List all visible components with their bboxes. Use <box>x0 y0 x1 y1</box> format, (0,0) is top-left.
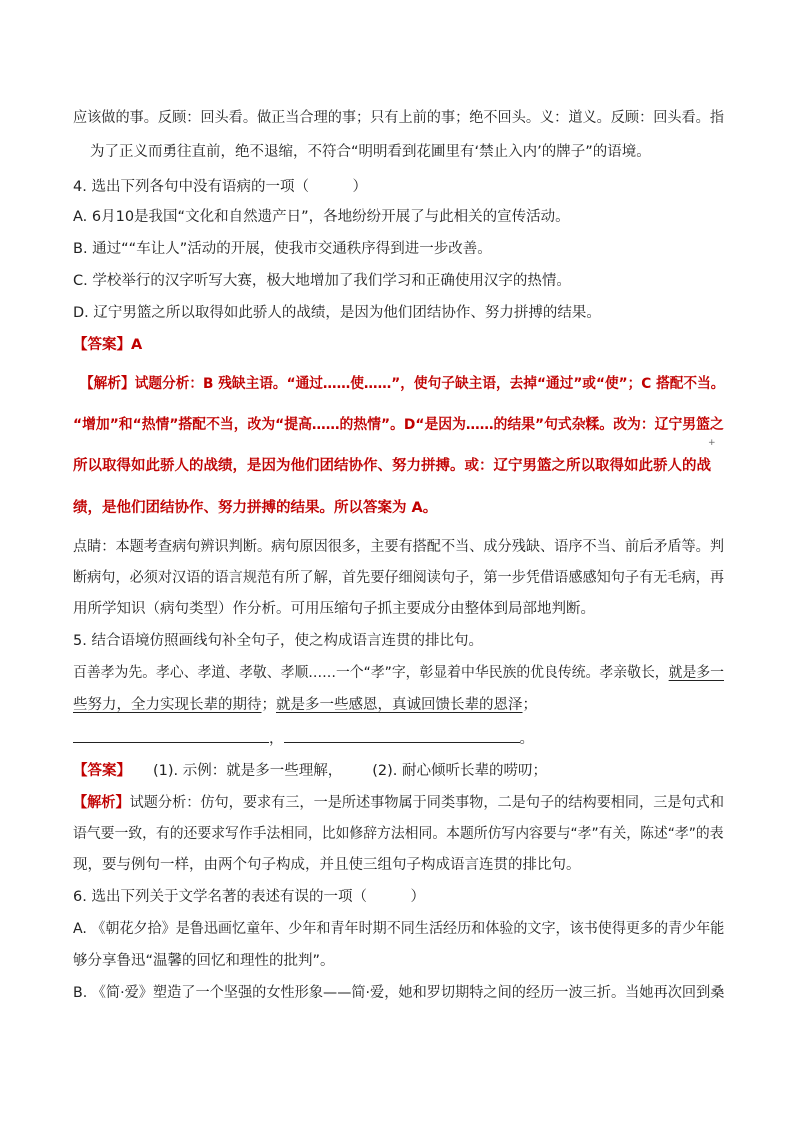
question-5-explanation-line: 语气要一致，有的还要求写作手法相同，比如修辞方法相同。本题所仿写内容要与“孝”有关，陈述“孝”的表 <box>73 826 724 842</box>
question-4-option-b: B. 通过““车让人”活动的开展，使我市交通秩序得到进一步改善。 <box>73 241 492 257</box>
underlined-sentence: 就是多一 <box>668 665 724 681</box>
answer-blank-1[interactable] <box>73 728 269 743</box>
question-5-stem: 5. 结合语境仿照画线句补全句子，使之构成语言连贯的排比句。 <box>73 633 483 649</box>
question-5-passage-line <box>73 695 537 715</box>
answer-item-1: (1). 示例：就是多一些理解， <box>153 763 343 779</box>
question-4-stem: 4. 选出下列各句中没有语病的一项（ ） <box>73 179 367 195</box>
question-5-passage-line <box>73 663 724 683</box>
question-6-stem: 6. 选出下列关于文学名著的表述有误的一项（ ） <box>73 889 425 905</box>
answer-blank-2[interactable] <box>284 728 520 743</box>
question-4-explanation-line: 绩，是他们团结协作、努力拼搏的结果。所以答案为 A。 <box>73 500 438 516</box>
answer-value: A <box>131 337 143 353</box>
blank-end: 。 <box>519 731 534 747</box>
question-6-option-a: A. 《朝花夕拾》是鲁迅画忆童年、少年和青年时期不同生活经历和体验的文字，该书使得更多的青少年能 <box>73 921 725 937</box>
stray-plus-mark: + <box>708 438 716 448</box>
question-6-option-a-cont: 够分享鲁迅“温馨的回忆和理性的批判”。 <box>73 953 335 969</box>
passage-text: ； <box>261 697 276 713</box>
answer-tag: 【答案】 <box>73 763 131 779</box>
question-5-explanation-line: 现，要与例句一样，由两个句子构成，并且使三组句子构成语言连贯的排比句。 <box>73 857 581 873</box>
question-5-answer <box>73 761 547 781</box>
question-4-option-c: C. 学校举行的汉字听写大赛，极大地增加了我们学习和正确使用汉字的热情。 <box>73 273 571 289</box>
question-5-explanation-line <box>73 793 724 813</box>
blank-separator: ， <box>269 731 284 747</box>
underlined-sentence: 就是多一些感恩，真诚回馈长辈的恩泽 <box>276 697 523 713</box>
question-4-answer <box>73 335 142 355</box>
question-4-option-d: D. 辽宁男篮之所以取得如此骄人的战绩，是因为他们团结协作、努力拼搏的结果。 <box>73 305 601 321</box>
underlined-sentence: 些努力，全力实现长辈的期待 <box>73 697 262 713</box>
dianjing-line: 点睛：本题考查病句辨识判断。病句原因很多，主要有搭配不当、成分残缺、语序不当、前后矛盾等。判 <box>73 539 724 555</box>
passage-text: 百善孝为先。孝心、孝道、孝敬、孝顺……一个“孝”字，彰显着中华民族的优良传统。孝亲敬长， <box>73 665 669 681</box>
passage-text: ； <box>522 697 537 713</box>
question-4-explanation-line: 所以取得如此骄人的战绩，是因为他们团结协作、努力拼搏。或：辽宁男篮之所以取得如此骄人的战 <box>73 458 711 474</box>
dianjing-line: 断病句，必须对汉语的语言规范有所了解，首先要仔细阅读句子，第一步凭借语感感知句子有无毛病，再 <box>73 570 724 586</box>
paragraph-line: 应该做的事。反顾：回头看。做正当合理的事；只有上前的事；绝不回头。义：道义。反顾：回头看。指 <box>73 110 724 126</box>
answer-item-2: (2). 耐心倾听长辈的唠叨； <box>372 763 548 779</box>
question-4-option-a: A. 6月10是我国“文化和自然遗产日”，各地纷纷开展了与此相关的宣传活动。 <box>73 209 570 225</box>
question-6-option-b: B. 《简·爱》塑造了一个坚强的女性形象——简·爱，她和罗切期特之间的经历一波三折。当她再次回到桑 <box>73 985 725 1001</box>
question-4-explanation-line: “增加”和“热情”搭配不当，改为“提高……的热情”。D“是因为……的结果”句式杂糅。改为：辽宁男篮之 <box>73 417 724 433</box>
question-4-explanation-line: 【解析】试题分析：B 残缺主语。“通过……使……”，使句子缺主语，去掉“通过”或“使”；C 搭配不当。 <box>80 376 725 392</box>
explanation-text: 试题分析：仿句，要求有三，一是所述事物属于同类事物，二是句子的结构要相同，三是句式和 <box>129 795 724 811</box>
question-5-blanks <box>73 728 534 749</box>
dianjing-line: 用所学知识（病句类型）作分析。可用压缩句子抓主要成分由整体到局部地判断。 <box>73 601 595 617</box>
answer-tag: 【答案】 <box>73 337 131 353</box>
explanation-tag: 【解析】 <box>73 795 130 811</box>
paragraph-line: 为了正义而勇往直前，绝不退缩，不符合“明明看到花圃里有‘禁止入内’的牌子”的语境。 <box>90 144 651 160</box>
